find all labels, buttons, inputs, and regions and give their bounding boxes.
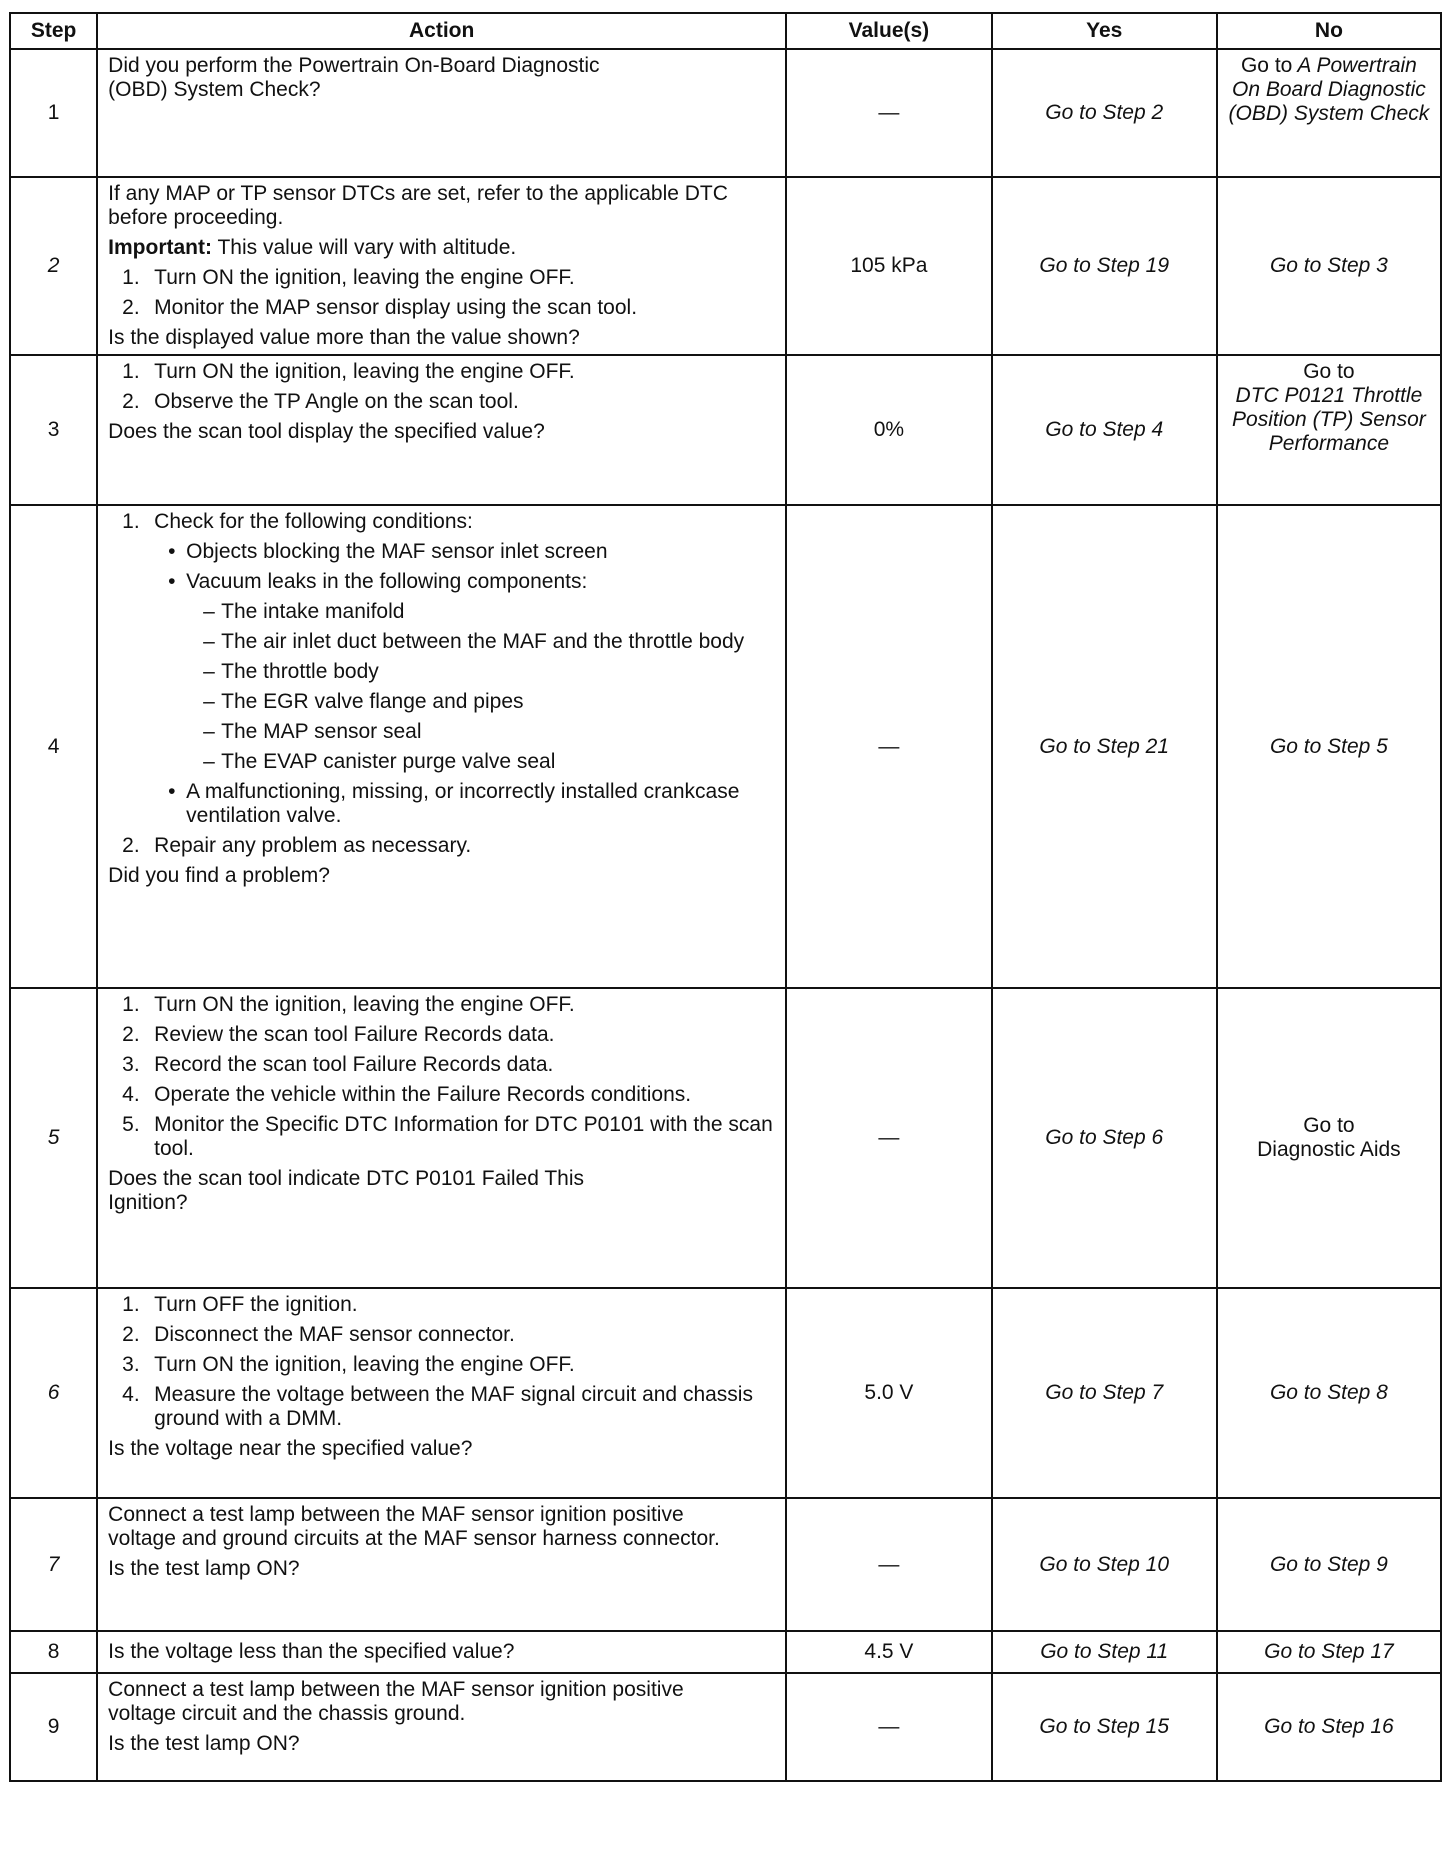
diagnostic-table [9, 12, 1442, 1782]
action-intro: Did you perform the Powertrain On-Board Diagnostic (OBD) System Check? [108, 54, 600, 101]
action-question: Is the test lamp ON? [108, 1557, 300, 1580]
no-cell: Go to Step 16 [1217, 1673, 1441, 1781]
header-action: Action [97, 13, 786, 49]
bullet-item: • Vacuum leaks in the following components: [168, 570, 588, 593]
list-item: 3. Turn ON the ignition, leaving the engine OFF. [122, 1353, 575, 1376]
list-item: 1. Turn ON the ignition, leaving the engine OFF. [122, 993, 575, 1016]
yes-cell: Go to Step 19 [992, 177, 1217, 355]
list-item: 5. Monitor the Specific DTC Information for DTC P0101 with the scan tool. [122, 1113, 773, 1160]
header-yes: Yes [992, 13, 1217, 49]
step-number: 5 [10, 988, 97, 1288]
value-cell: 105 kPa [786, 177, 991, 355]
dash-item: – The EGR valve flange and pipes [203, 690, 524, 713]
table-row [10, 49, 1441, 177]
yes-cell: Go to Step 15 [992, 1673, 1217, 1781]
important-label: Important: [108, 236, 212, 259]
no-cell: Go to Step 3 [1217, 177, 1441, 355]
bullet-item: • Objects blocking the MAF sensor inlet screen [168, 540, 608, 563]
list-item: 3. Record the scan tool Failure Records data. [122, 1053, 554, 1076]
important-text: This value will vary with altitude. [217, 236, 517, 259]
value-cell: 0% [786, 355, 991, 505]
yes-cell: Go to Step 7 [992, 1288, 1217, 1498]
table-row [10, 1631, 1441, 1673]
no-cell [1217, 355, 1441, 505]
step-number: 7 [10, 1498, 97, 1631]
no-cell: Go to Step 8 [1217, 1288, 1441, 1498]
value-cell: — [786, 49, 991, 177]
list-item: 2. Disconnect the MAF sensor connector. [122, 1323, 515, 1346]
yes-cell: Go to Step 4 [992, 355, 1217, 505]
table-row [10, 1288, 1441, 1498]
table-row [10, 1673, 1441, 1781]
list-item: 1. Turn ON the ignition, leaving the engine OFF. [122, 360, 575, 383]
value-cell: — [786, 1498, 991, 1631]
yes-cell: Go to Step 10 [992, 1498, 1217, 1631]
action-question: Does the scan tool display the specified value? [108, 420, 545, 443]
table-row [10, 988, 1441, 1288]
action-question: Is the test lamp ON? [108, 1732, 300, 1755]
action-question: Does the scan tool indicate DTC P0101 Failed This Ignition? [108, 1167, 585, 1214]
dash-item: – The throttle body [203, 660, 379, 683]
action-cell [97, 1498, 786, 1631]
action-cell [97, 355, 786, 505]
action-intro: If any MAP or TP sensor DTCs are set, refer to the applicable DTC before proceeding. [108, 182, 728, 229]
step-number: 1 [10, 49, 97, 177]
step-number: 4 [10, 505, 97, 988]
value-cell: 4.5 V [786, 1631, 991, 1673]
list-item: 2. Observe the TP Angle on the scan tool. [122, 390, 519, 413]
list-item: 4. Operate the vehicle within the Failure Records conditions. [122, 1083, 692, 1106]
step-number: 9 [10, 1673, 97, 1781]
list-item: 1. Turn ON the ignition, leaving the engine OFF. [122, 266, 575, 289]
step-number: 3 [10, 355, 97, 505]
action-question: Is the voltage near the specified value? [108, 1437, 473, 1460]
dash-item: – The air inlet duct between the MAF and the throttle body [203, 630, 745, 653]
list-item: 2. Repair any problem as necessary. [122, 834, 472, 857]
table-row [10, 505, 1441, 988]
yes-cell: Go to Step 11 [992, 1631, 1217, 1673]
action-intro: Connect a test lamp between the MAF sensor ignition positive voltage circuit and the chassis ground. [108, 1678, 684, 1725]
action-cell [97, 1288, 786, 1498]
yes-cell: Go to Step 6 [992, 988, 1217, 1288]
value-cell: 5.0 V [786, 1288, 991, 1498]
dash-item: – The MAP sensor seal [203, 720, 422, 743]
action-question: Did you find a problem? [108, 864, 330, 887]
no-line2: Diagnostic Aids [1257, 1138, 1401, 1161]
step-number: 6 [10, 1288, 97, 1498]
list-item: 2. Review the scan tool Failure Records data. [122, 1023, 555, 1046]
value-cell: — [786, 988, 991, 1288]
action-cell [97, 1631, 786, 1673]
value-cell: — [786, 505, 991, 988]
list-item: 1. Check for the following conditions: [122, 510, 473, 533]
no-link: A Powertrain On Board Diagnostic (OBD) System Check [1228, 54, 1430, 125]
no-cell: Go to Step 17 [1217, 1631, 1441, 1673]
yes-cell: Go to Step 21 [992, 505, 1217, 988]
table-row [10, 1498, 1441, 1631]
yes-cell: Go to Step 2 [992, 49, 1217, 177]
action-question: Is the voltage less than the specified value? [108, 1640, 515, 1663]
no-link: DTC P0121 Throttle Position (TP) Sensor Performance [1232, 384, 1426, 455]
action-cell [97, 49, 786, 177]
header-step: Step [10, 13, 97, 49]
action-cell [97, 505, 786, 988]
no-prefix: Go to [1303, 360, 1355, 383]
no-prefix: Go to [1240, 54, 1293, 77]
header-row [10, 13, 1441, 49]
bullet-item: • A malfunctioning, missing, or incorrectly installed crankcase ventilation valve. [168, 780, 740, 827]
list-item: 4. Measure the voltage between the MAF signal circuit and chassis ground with a DMM. [122, 1383, 753, 1430]
action-cell [97, 988, 786, 1288]
dash-item: – The intake manifold [203, 600, 405, 623]
step-number: 8 [10, 1631, 97, 1673]
value-cell: — [786, 1673, 991, 1781]
list-item: 2. Monitor the MAP sensor display using the scan tool. [122, 296, 638, 319]
header-no: No [1217, 13, 1441, 49]
table-row [10, 355, 1441, 505]
action-cell [97, 1673, 786, 1781]
no-cell: Go to Step 5 [1217, 505, 1441, 988]
no-cell [1217, 988, 1441, 1288]
action-intro: Connect a test lamp between the MAF sensor ignition positive voltage and ground circuits at the MAF sensor harness connector. [108, 1503, 720, 1550]
step-number: 2 [10, 177, 97, 355]
important-note [108, 236, 775, 260]
action-question: Is the displayed value more than the value shown? [108, 326, 580, 349]
no-line1: Go to [1303, 1114, 1355, 1137]
header-values: Value(s) [786, 13, 991, 49]
no-cell [1217, 49, 1441, 177]
dash-item: – The EVAP canister purge valve seal [203, 750, 556, 773]
list-item: 1. Turn OFF the ignition. [122, 1293, 358, 1316]
action-cell [97, 177, 786, 355]
no-cell: Go to Step 9 [1217, 1498, 1441, 1631]
table-row [10, 177, 1441, 355]
